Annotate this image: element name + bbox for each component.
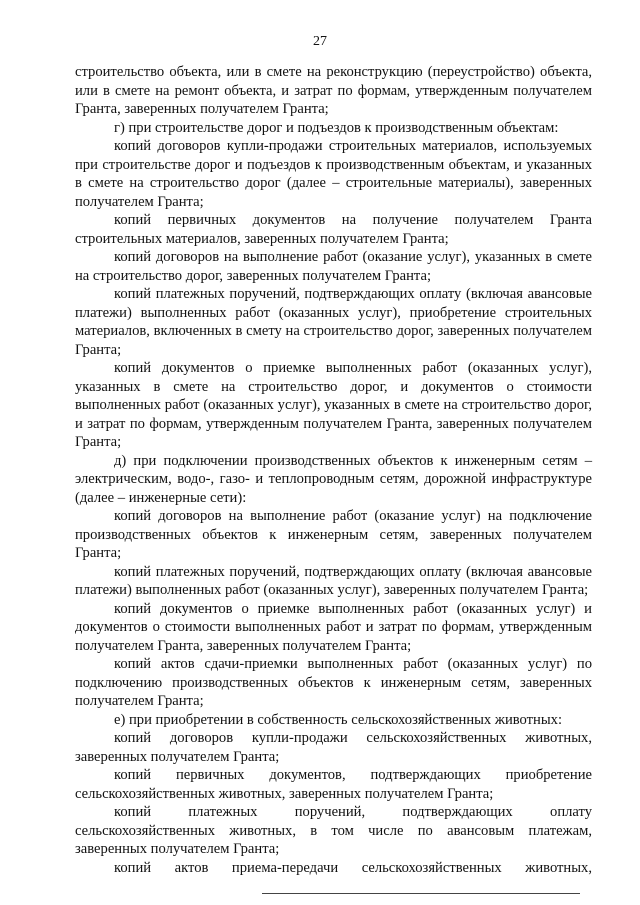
paragraph-networks-heading: д) при подключении производственных объектов к инженерным сетям – электрическим, водо-, газо- и теплопроводным сетям, дорожной инфраструктуре (далее – инженерные сети): <box>75 452 592 506</box>
paragraph-roads-payment-orders: копий платежных поручений, подтверждающих оплату (включая авансовые платежи) выполненных работ (оказанных услуг), приобретение строительных материалов, включенных в смету на строительство дорог, заверенных получателем Гранта; <box>75 286 592 358</box>
paragraph-networks-acceptance-documents: копий документов о приемке выполненных работ (оказанных услуг) и документов о стоимости выполненных работ и затрат по формам, утвержденным получателем Гранта, заверенных получателем Гранта; <box>75 600 592 654</box>
paragraph-animals-transfer-acts: копий актов приема-передачи сельскохозяйственных животных, <box>114 859 592 876</box>
document-body <box>75 63 592 877</box>
paragraph-networks-acts: копий актов сдачи-приемки выполненных работ (оказанных услуг) по подключению производственных объектов к инженерным сетям, заверенных получателем Гранта; <box>75 656 592 709</box>
paragraph-continuation: строительство объекта, или в смете на реконструкцию (переустройство) объекта, или в смете на ремонт объекта, и затрат по формам, утвержденным получателем Гранта, заверенных получателем Гранта; <box>75 64 592 117</box>
paragraph-animals-heading: е) при приобретении в собственность сельскохозяйственных животных: <box>114 711 563 728</box>
bottom-divider <box>262 893 580 894</box>
paragraph-roads-heading: г) при строительстве дорог и подъездов к производственным объектам: <box>114 119 559 136</box>
paragraph-networks-payment-orders: копий платежных поручений, подтверждающих оплату (включая авансовые платежи) выполненных работ (оказанных услуг), заверенных получателем Гранта; <box>75 563 592 598</box>
paragraph-roads-primary-documents: копий первичных документов на получение получателем Гранта строительных материалов, заверенных получателем Гранта; <box>75 212 592 247</box>
paragraph-roads-purchase-contracts: копий договоров купли-продажи строительных материалов, используемых при строительстве дорог и подъездов к производственным объектам, и указанных в смете на строительство дорог (далее – строительные материалы), заверенных получателем Гранта; <box>75 138 592 210</box>
paragraph-networks-work-contracts: копий договоров на выполнение работ (оказание услуг) на подключение производственных объектов к инженерным сетям, заверенных получателем Гранта; <box>75 508 592 561</box>
paragraph-animals-payment-orders: копий платежных поручений, подтверждающих оплату сельскохозяйственных животных, в том числе по авансовым платежам, заверенных получателем Гранта; <box>75 804 592 857</box>
page-number: 27 <box>313 34 327 49</box>
paragraph-roads-acceptance-documents: копий документов о приемке выполненных работ (оказанных услуг), указанных в смете на строительство дорог, и документов о стоимости выполненных работ (оказанных услуг), указанных в смете на строительство дорог, и затрат по формам, утвержденным получателем Гранта, заверенных получателем Гранта; <box>75 360 592 450</box>
paragraph-roads-work-contracts: копий договоров на выполнение работ (оказание услуг), указанных в смете на строительство дорог, заверенных получателем Гранта; <box>75 249 592 284</box>
paragraph-animals-purchase-contracts: копий договоров купли-продажи сельскохозяйственных животных, заверенных получателем Гранта; <box>75 730 592 765</box>
paragraph-animals-primary-documents: копий первичных документов, подтверждающих приобретение сельскохозяйственных животных, заверенных получателем Гранта; <box>75 767 592 802</box>
